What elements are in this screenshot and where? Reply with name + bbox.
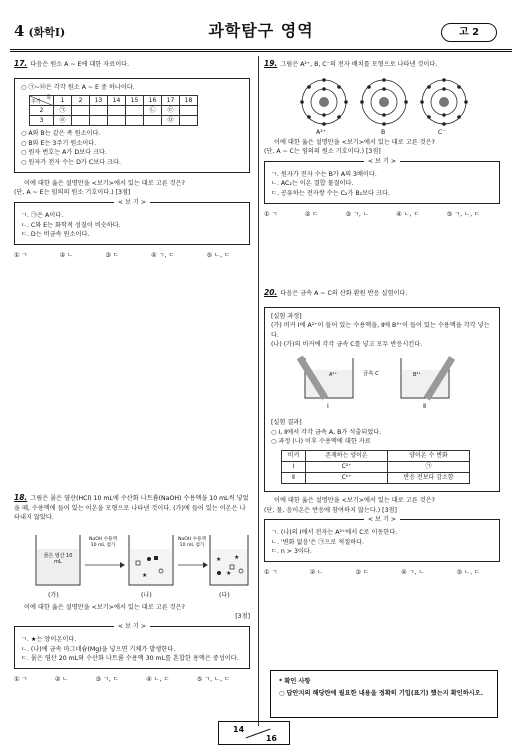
choice-3[interactable]: ③ ㄱ, ㄴ (345, 210, 369, 218)
choice-2[interactable]: ② ㄴ (309, 568, 324, 576)
question-ask: 이에 대한 옳은 설명만을 <보기>에서 있는 대로 고른 것은? (274, 138, 435, 146)
table-header: 14 (108, 96, 126, 106)
experiment-figure (271, 350, 493, 414)
table-header: 양이온 수 변화 (388, 450, 470, 461)
table-header: 존재하는 양이온 (306, 450, 388, 461)
bogi-item: ㄱ. 원자가 전자 수는 B가 A의 3배이다. (271, 170, 377, 178)
atom-label: C⁻ (438, 128, 446, 136)
intro-text: ○ ㉠~㉤은 각각 원소 A ~ E 중 하나이다. (21, 83, 135, 91)
choice-3[interactable]: ③ ㄱ, ㄷ (95, 675, 119, 683)
figure-label: (다) (219, 591, 230, 599)
result-table (281, 450, 470, 484)
question-19 (264, 58, 500, 219)
choice-2[interactable]: ② ㄷ (304, 210, 319, 218)
question-number: 20. (264, 288, 278, 297)
header-divider (10, 49, 512, 52)
bogi-item: ㄱ. ★는 양이온이다. (21, 636, 77, 644)
result-line: ○ 과정 (나) 이후 수용액에 대한 자료 (271, 438, 371, 446)
bogi-item: ㄱ. (나)의 Ⅰ에서 전자는 A²⁺에서 C로 이동한다. (271, 529, 398, 537)
check-body: ○ 답안지의 해당란에 필요한 내용을 정확히 기입(표기) 했는지 확인하시오. (279, 689, 483, 697)
question-number: 17. (14, 59, 28, 68)
bogi-item: ㄱ. ㉠은 A이다. (21, 211, 64, 219)
bogi-item: ㄴ. (나)에 금속 마그네슘(Mg)을 넣으면 기체가 발생한다. (21, 645, 176, 653)
question-20 (264, 287, 500, 578)
beaker-label: Ⅱ (423, 403, 427, 411)
question-note: (단, A ~ E는 임의의 원소 기호이다.) [3점] (14, 189, 131, 197)
result-line: ○ Ⅰ, Ⅱ에서 각각 금속 A, B가 석출되었다. (271, 428, 382, 436)
bogi-box (264, 516, 500, 562)
table-header: 15 (126, 96, 144, 106)
table-header: 17 (162, 96, 180, 106)
experiment-box (264, 307, 500, 492)
ion-label: B³⁺ (413, 372, 422, 379)
check-title: * 확인 사항 (279, 678, 311, 685)
choice-3[interactable]: ③ ㄷ (355, 568, 369, 576)
answer-choices (264, 568, 500, 578)
figure-label: (나) (141, 591, 152, 599)
table-header: 13 (90, 96, 108, 106)
choice-4[interactable]: ④ ㄴ, ㄷ (146, 675, 170, 683)
question-18 (14, 492, 250, 685)
question-number: 18. (14, 493, 28, 502)
atom-c (420, 78, 468, 126)
question-note: (단, A ~ C는 임의의 원소 기호이다.) [3점] (264, 148, 381, 156)
table-header: 2 (72, 96, 90, 106)
table-header: 18 (180, 96, 198, 106)
table-row: Ⅱ Cⁿ⁺ 반응 전보다 감소함 (282, 472, 470, 483)
page-indicator (218, 721, 290, 745)
question-ask: 이에 대한 옳은 설명만을 <보기>에서 있는 대로 고른 것은? (24, 603, 185, 611)
svg-text:★: ★ (216, 555, 222, 563)
bogi-item: ㄷ. n > 3이다. (271, 548, 312, 556)
fact-line: ○ 원자 번호는 A가 D보다 크다. (21, 149, 107, 157)
atom-label: A²⁺ (316, 128, 326, 136)
table-header: 비커 (282, 450, 306, 461)
choice-4[interactable]: ④ ㄴ, ㄷ (396, 210, 420, 218)
svg-text:★: ★ (234, 553, 240, 561)
page-title: 과학탐구 영역 (208, 21, 314, 40)
bogi-title: < 보 기 > (364, 158, 400, 165)
bogi-box (14, 198, 250, 245)
question-stem: 다음은 원소 A ~ E에 대한 자료이다. (30, 61, 130, 68)
question-17 (14, 58, 250, 260)
choice-1[interactable]: ① ㄱ (14, 251, 28, 259)
choice-1[interactable]: ① ㄱ (14, 675, 28, 683)
table-row: Ⅰ C²⁺ ㉠ (282, 461, 470, 472)
atom-models (264, 74, 500, 138)
atom-b (360, 78, 408, 126)
question-stem: 다음은 금속 A ~ C의 산화 환원 반응 실험이다. (280, 290, 408, 297)
figure-label: (가) (48, 591, 59, 599)
bogi-title: < 보 기 > (114, 623, 150, 630)
bogi-title: < 보 기 > (364, 516, 400, 523)
column-divider (258, 56, 259, 726)
choice-2[interactable]: ② ㄴ (59, 251, 74, 259)
data-box (14, 78, 250, 173)
choice-2[interactable]: ② ㄴ (54, 675, 69, 683)
fact-line: ○ A와 B는 같은 족 원소이다. (21, 130, 101, 138)
beaker-label: 묽은 염산 10 mL (43, 552, 73, 566)
procedure-step: (나) (가)의 비커에 각각 금속 C를 넣고 모두 반응시킨다. (271, 341, 423, 349)
bogi-item: ㄴ. '변화 없음'은 ㉠으로 적절하다. (271, 538, 365, 546)
bogi-item: ㄷ. 묽은 염산 20 mL와 수산화 나트륨 수용액 30 mL를 혼합한 용액은 중성이다. (21, 655, 239, 663)
choice-5[interactable]: ⑤ ㄱ, ㄴ, ㄷ (446, 210, 480, 218)
choice-4[interactable]: ④ ㄱ, ㄷ (151, 251, 175, 259)
question-number: 19. (264, 59, 278, 68)
svg-text:★: ★ (226, 569, 232, 577)
table-row: 3 ㉣ ㉤ (30, 116, 198, 126)
question-note: (단, 물, 음이온은 반응에 참여하지 않는다.) [3점] (264, 506, 397, 514)
bogi-item: ㄷ. D는 비금속 원소이다. (21, 231, 90, 239)
ion-label: A²⁺ (329, 372, 338, 379)
choice-4[interactable]: ④ ㄱ, ㄴ (401, 568, 425, 576)
table-row: 2 ㉠ ㉡ ㉢ (30, 106, 198, 116)
answer-choices (14, 251, 250, 261)
fact-line: ○ B와 E는 3주기 원소이다. (21, 139, 97, 147)
question-stem: 그림은 묽은 염산(HCl) 10 mL에 수산화 나트륨(NaOH) 수용액을 10 mL씩 넣었을 때, 수용액에 들어 있는 이온을 모형으로 나타낸 것이다. (가)에 들어 있는 이온은 나타내지 않았다. (14, 495, 249, 522)
choice-5[interactable]: ⑤ ㄱ, ㄴ, ㄷ (196, 675, 230, 683)
answer-choices (264, 210, 500, 220)
table-corner: 족 주기 (30, 96, 54, 106)
section-title: [실험 결과] (271, 419, 302, 427)
atom-label: B (381, 128, 386, 136)
periodic-table (29, 95, 198, 126)
fact-line: ○ 원자가 전자 수는 D가 C보다 크다. (21, 159, 121, 167)
page-current: 14 (233, 725, 245, 734)
bogi-box (14, 623, 250, 669)
arrow-label: NaOH 수용액 10 mL 첨가 (88, 536, 118, 548)
bogi-box (264, 157, 500, 204)
choice-5[interactable]: ⑤ ㄴ, ㄷ (456, 568, 480, 576)
choice-5[interactable]: ⑤ ㄴ, ㄷ (206, 251, 230, 259)
choice-1[interactable]: ① ㄱ (264, 568, 278, 576)
page-number: 4 (화학Ⅰ) (14, 22, 66, 40)
section-title: [실험 과정] (271, 312, 302, 320)
question-ask: 이에 대한 옳은 설명만을 <보기>에서 있는 대로 고른 것은? (274, 496, 435, 504)
atom-a (300, 78, 348, 126)
beaker-figure (14, 529, 250, 603)
grade-badge: 고 2 (441, 23, 497, 42)
answer-choices (14, 675, 250, 685)
question-points: [3점] (235, 613, 250, 621)
table-header: 16 (144, 96, 162, 106)
question-stem: 그림은 A²⁺, B, C⁻의 전자 배치를 모형으로 나타낸 것이다. (280, 61, 438, 68)
table-header: 1 (54, 96, 72, 106)
procedure-step: (가) 비커 Ⅰ에 A²⁺이 들어 있는 수용액을, Ⅱ에 B³⁺이 들어 있는 수용액을 각각 넣는다. (271, 322, 490, 339)
bogi-item: ㄴ. AC₂는 이온 결합 물질이다. (271, 180, 354, 188)
beaker-label: Ⅰ (327, 403, 329, 411)
subject-label: (화학Ⅰ) (28, 26, 66, 39)
svg-text:★: ★ (142, 571, 148, 579)
bogi-item: ㄷ. 공유하는 전자쌍 수는 C₂가 B₂보다 크다. (271, 190, 390, 198)
bogi-item: ㄴ. C와 E는 화학적 성질이 비슷하다. (21, 221, 121, 229)
check-notice (270, 670, 498, 718)
page-total: 16 (265, 734, 277, 743)
bogi-title: < 보 기 > (114, 199, 150, 206)
metal-label: 금속 C (363, 371, 379, 378)
choice-3[interactable]: ③ ㄷ (105, 251, 119, 259)
question-ask: 이에 대한 옳은 설명만을 <보기>에서 있는 대로 고른 것은? (24, 179, 185, 187)
choice-1[interactable]: ① ㄱ (264, 210, 278, 218)
arrow-label: NaOH 수용액 10 mL 첨가 (177, 536, 207, 548)
